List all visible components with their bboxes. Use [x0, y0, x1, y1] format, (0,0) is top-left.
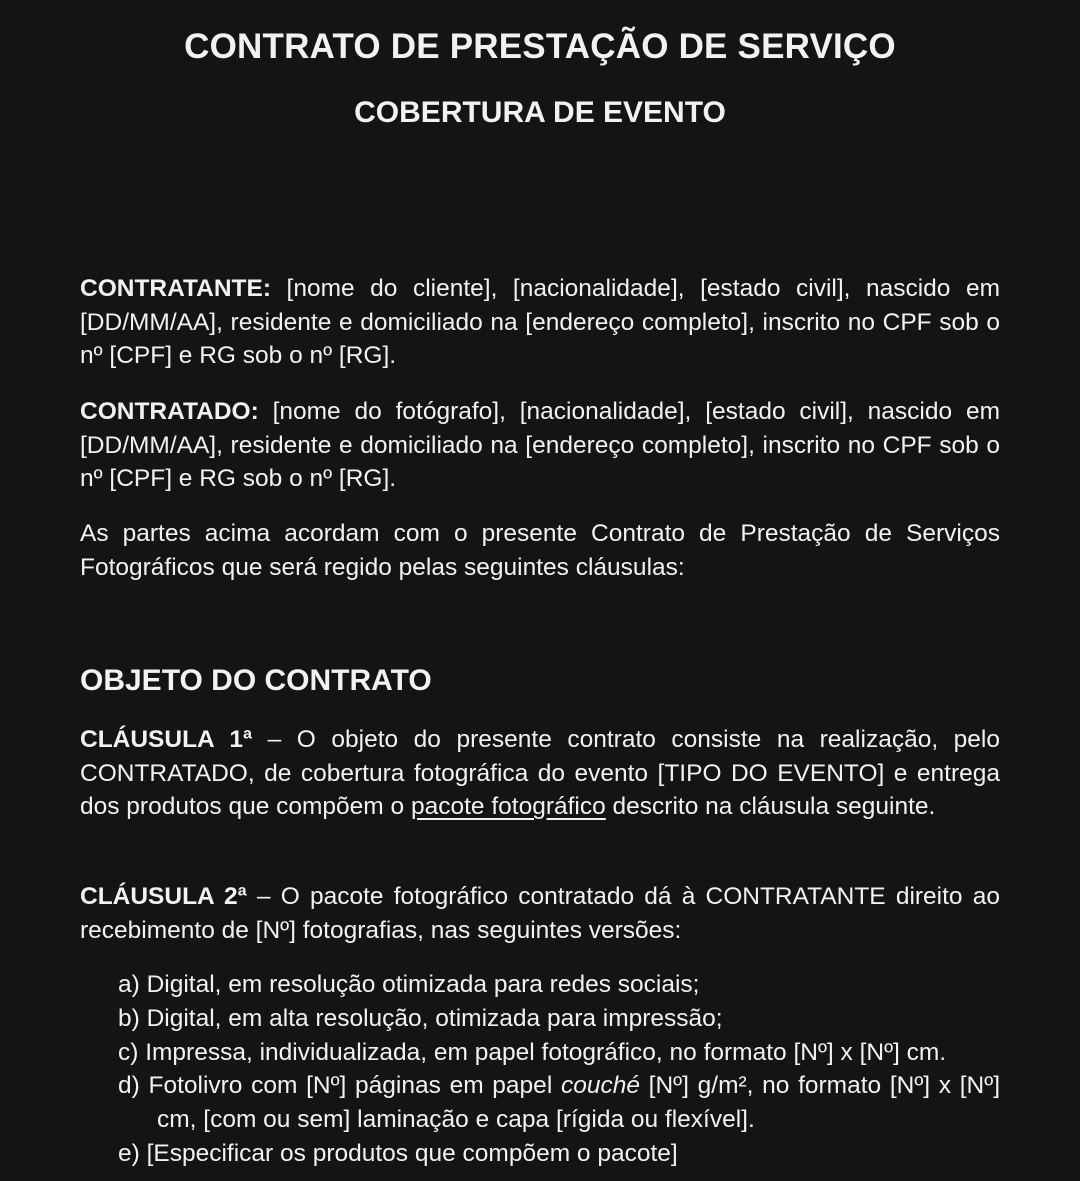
list-item	[118, 1069, 1000, 1137]
list-item-text-after: [Nº] g/m², no formato [Nº] x [Nº] cm, [com ou sem] laminação e capa [rígida ou flexível].	[157, 1072, 1000, 1134]
list-item: a) Digital, em resolução otimizada para redes sociais;	[118, 971, 700, 998]
list-item-text-before: d) Fotolivro com [Nº] páginas em papel	[118, 1072, 561, 1100]
list-item: e) [Especificar os produtos que compõem o pacote]	[118, 1139, 678, 1167]
clause-2-text: – O pacote fotográfico contratado dá à CONTRATANTE direito ao recebimento de [Nº] fotografias, nas seguintes versões:	[80, 883, 1000, 944]
contratado-text: [nome do fotógrafo], [nacionalidade], [estado civil], nascido em [DD/MM/AA], residente e domiciliado na [endereço completo], inscrito no CPF sob o nº [CPF] e RG sob o nº [RG].	[80, 398, 1000, 493]
clause-1-label: CLÁUSULA 1ª	[80, 726, 253, 753]
document-subtitle: COBERTURA DE EVENTO	[354, 96, 726, 129]
document-title: CONTRATO DE PRESTAÇÃO DE SERVIÇO	[184, 27, 896, 66]
contratante-paragraph	[80, 272, 1000, 373]
contratante-label: CONTRATANTE:	[80, 275, 271, 302]
clause-1-text-before: – O objeto do presente contrato consiste na realização, pelo CONTRATADO, de cobertura fotográfica do evento [TIPO DO EVENTO] e entrega dos produtos que compõem o	[80, 726, 1000, 821]
list-item: b) Digital, em alta resolução, otimizada para impressão;	[118, 1004, 723, 1032]
clause-1-text-after: descrito na cláusula seguinte.	[605, 793, 936, 821]
contratante-text: [nome do cliente], [nacionalidade], [estado civil], nascido em [DD/MM/AA], residente e domiciliado na [endereço completo], inscrito no CPF sob o nº [CPF] e RG sob o nº [RG].	[80, 275, 1000, 370]
section-heading: OBJETO DO CONTRATO	[80, 664, 432, 697]
contratado-label: CONTRATADO:	[80, 398, 259, 425]
contratado-paragraph	[80, 395, 1000, 496]
intro-text: As partes acima acordam com o presente Contrato de Prestação de Serviços Fotográficos que será regido pelas seguintes cláusulas:	[80, 520, 1000, 581]
clause-2-paragraph	[80, 880, 1000, 947]
pacote-fotografico-link[interactable]: pacote fotográfico	[410, 793, 606, 821]
list-item: c) Impressa, individualizada, em papel fotográfico, no formato [Nº] x [Nº] cm.	[118, 1038, 947, 1066]
clause-2-label: CLÁUSULA 2ª	[80, 883, 247, 910]
package-items-list	[118, 968, 1000, 1171]
clause-1-paragraph	[80, 723, 1000, 824]
list-item-italic: couché	[560, 1072, 640, 1100]
intro-paragraph	[80, 517, 1000, 584]
